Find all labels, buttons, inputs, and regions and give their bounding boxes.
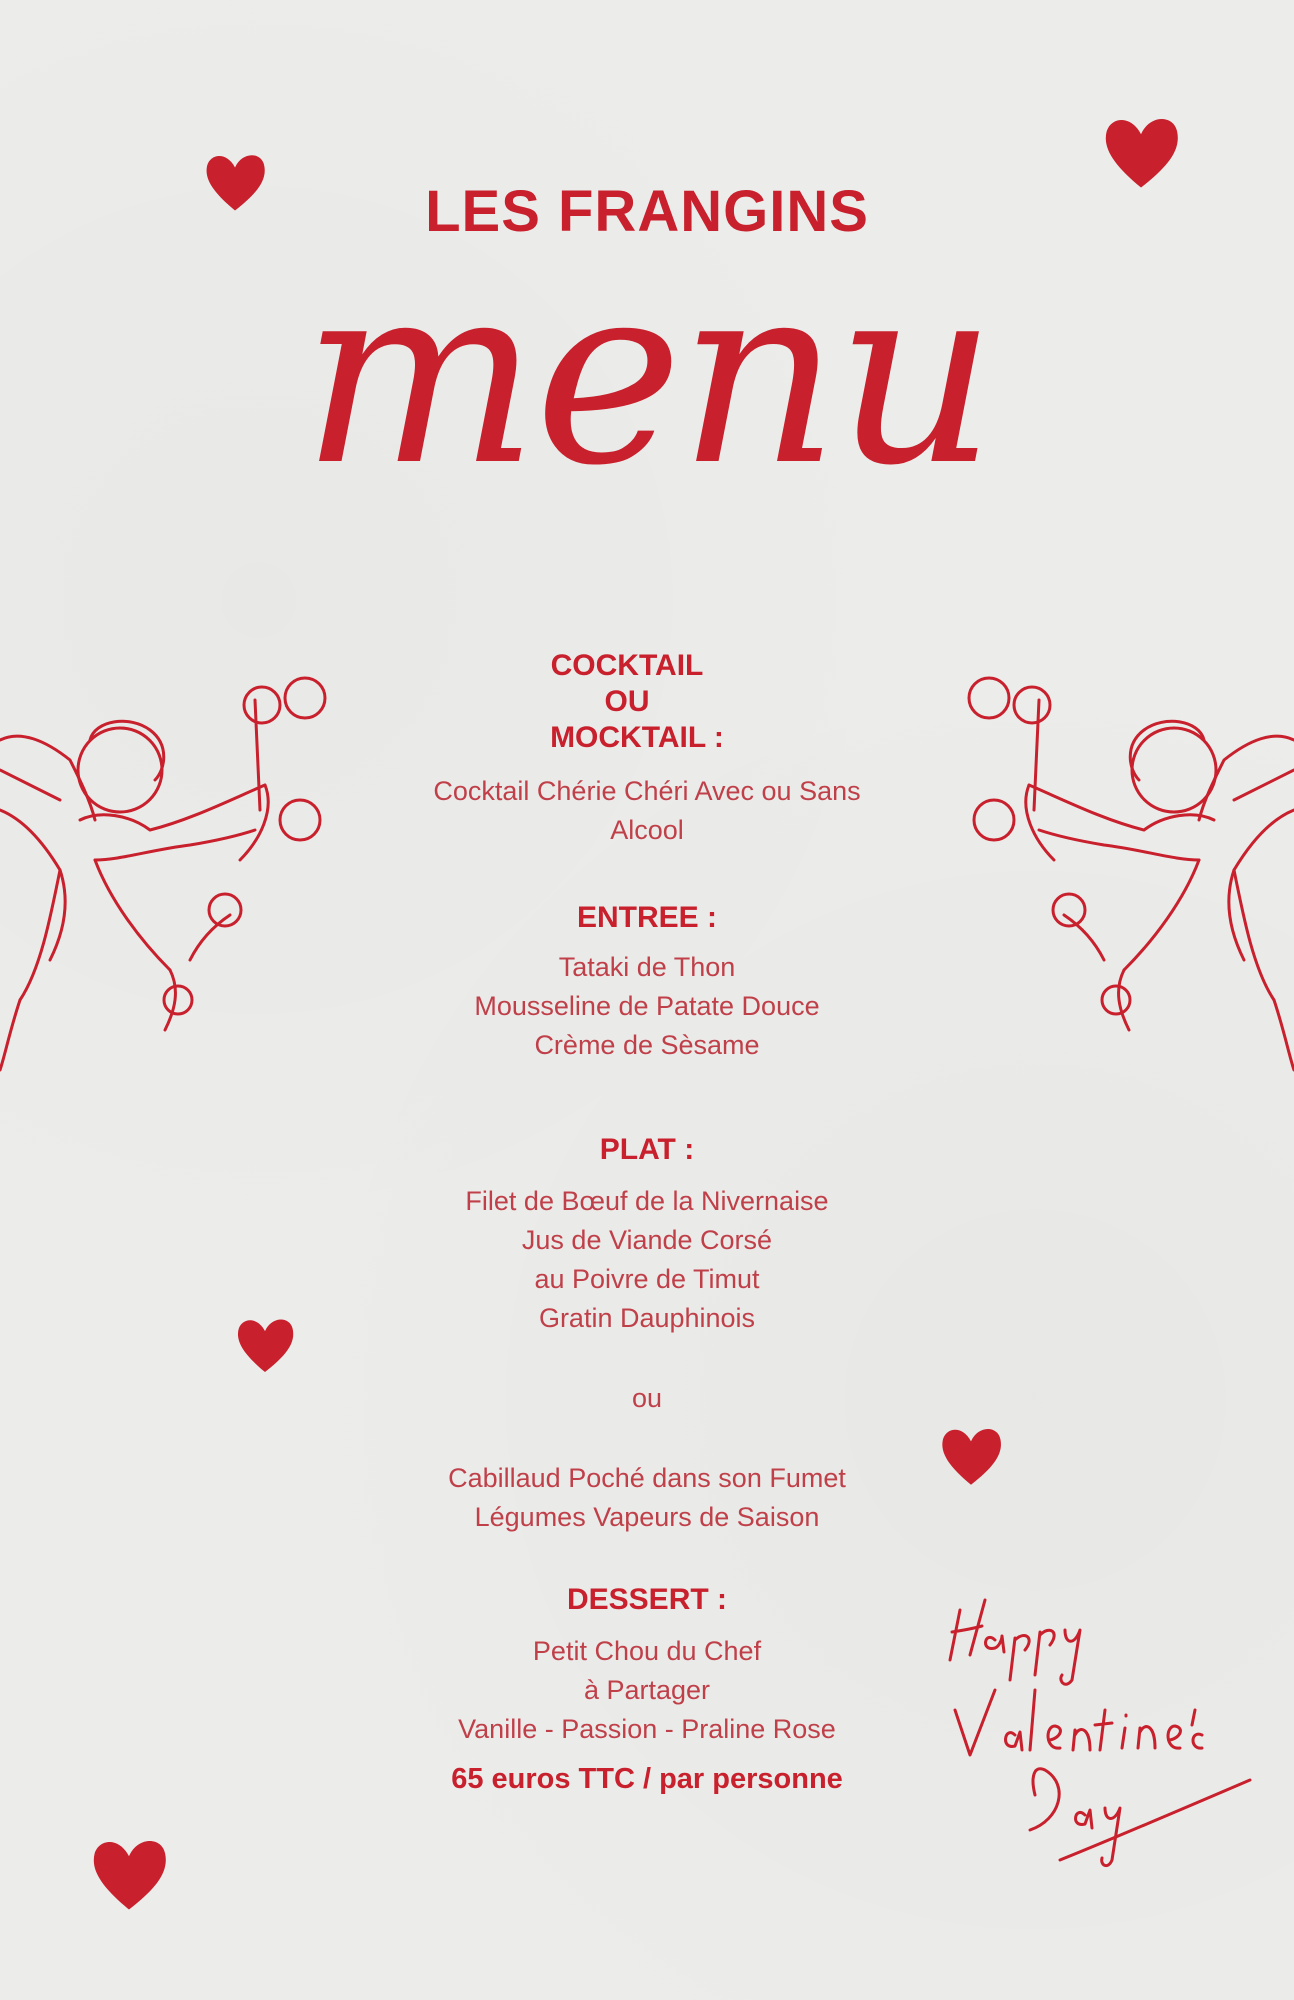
section-title-plat: PLAT :: [599, 1133, 695, 1166]
cupid-illustration-left: [0, 670, 350, 1090]
menu-title: menu: [301, 229, 993, 520]
section-entree: [397, 900, 897, 1065]
menu-item: Filet de Bœuf de la Nivernaise: [465, 1186, 829, 1216]
section-title-line: OU: [604, 685, 650, 718]
restaurant-name: LES FRANGINS: [425, 179, 869, 244]
section-dessert: [397, 1582, 897, 1796]
menu-item: Légumes Vapeurs de Saison: [474, 1502, 820, 1532]
menu-item: Jus de Viande Corsé: [521, 1225, 773, 1255]
menu-item: Vanille - Passion - Praline Rose: [458, 1714, 836, 1744]
menu-item: Cocktail Chérie Chéri Avec ou Sans: [433, 776, 861, 806]
menu-item: Crème de Sèsame: [534, 1030, 760, 1060]
section-title-entree: ENTREE :: [576, 901, 717, 934]
section-plat: [397, 1132, 897, 1537]
section-title-line: MOCKTAIL :: [550, 721, 724, 754]
heart-icon: [936, 1420, 1006, 1490]
menu-item: Tataki de Thon: [558, 952, 736, 982]
section-title-line: COCKTAIL: [550, 649, 704, 682]
menu-item: au Poivre de Timut: [534, 1264, 760, 1294]
menu-item: Cabillaud Poché dans son Fumet: [448, 1463, 846, 1493]
price: 65 euros TTC / par personne: [451, 1763, 843, 1795]
section-cocktail: [397, 648, 897, 850]
heart-icon: [86, 1830, 172, 1916]
menu-separator: ou: [631, 1383, 663, 1413]
section-title-dessert: DESSERT :: [566, 1583, 728, 1616]
menu-item: Alcool: [610, 815, 684, 845]
section-title-cocktail: [397, 648, 897, 756]
menu-item: Petit Chou du Chef: [532, 1636, 762, 1666]
heart-icon: [232, 1312, 298, 1376]
menu-item: Mousseline de Patate Douce: [474, 991, 820, 1021]
menu-item: à Partager: [583, 1675, 711, 1705]
menu-item: Gratin Dauphinois: [538, 1303, 756, 1333]
happy-valentines-day-lettering: [940, 1560, 1260, 1880]
cupid-illustration-right: [944, 670, 1294, 1090]
